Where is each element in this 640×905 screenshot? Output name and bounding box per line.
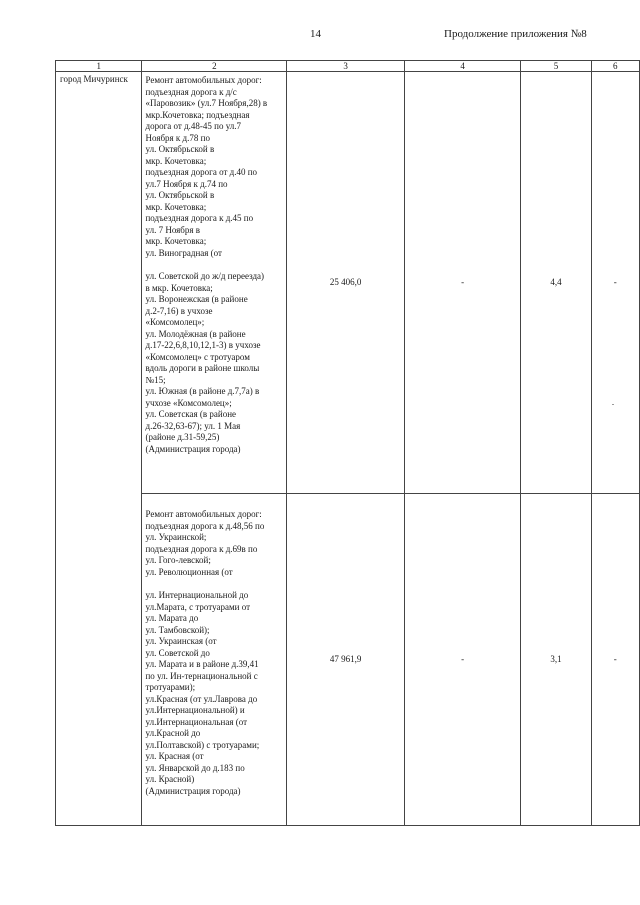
work-description xyxy=(142,72,287,494)
description-line: ул. Октябрьской в xyxy=(145,144,215,154)
description-line: в мкр. Кочетовка; xyxy=(145,282,213,293)
amount-cell: 47 961,9 xyxy=(287,494,405,826)
description-line: ул. 7 Ноября в xyxy=(145,224,201,235)
description-line: мкр.Кочетовка; подъездная xyxy=(145,109,250,120)
description-line: (Администрация города) xyxy=(145,443,241,454)
description-line: ул.Интернациональная (от xyxy=(145,716,248,727)
description-line: Ремонт автомобильных дорог: xyxy=(145,75,262,85)
description-line: учхозе «Комсомолец»; xyxy=(145,397,232,408)
col6-cell: - xyxy=(591,494,639,826)
description-line: вдоль дороги в районе школы xyxy=(145,363,260,373)
description-line: ул. Октябрьской в xyxy=(145,190,215,200)
description-line: ул.7 Ноября к д.74 по xyxy=(145,178,228,189)
description-line: ул. Южная (в районе д.7,7а) в xyxy=(145,386,260,396)
description-line: ул. Интернациональной до xyxy=(145,590,249,600)
description-line: д.26-32,63-67); ул. 1 Мая xyxy=(145,420,241,431)
blank-line xyxy=(145,497,283,509)
description-line: подъездная дорога от д.40 по xyxy=(145,167,258,177)
column-number: 2 xyxy=(142,61,287,72)
description-line: дорога от д.48-45 по ул.7 xyxy=(145,121,242,131)
description-line: ул. Молодёжная (в районе xyxy=(145,328,246,339)
column-number: 6 xyxy=(591,61,639,72)
description-line: ул. Украинская (от xyxy=(145,636,217,646)
description-line: «Комсомолец»; xyxy=(145,317,205,327)
description-line: ул.Марата, с тротуарами от xyxy=(145,601,251,612)
description-line: ул.Красной до xyxy=(145,728,201,738)
column-number: 1 xyxy=(56,61,142,72)
col5-cell: 3,1 xyxy=(521,494,591,826)
description-line: (Администрация города) xyxy=(145,785,241,796)
description-line: ул. Украинской; xyxy=(145,532,207,542)
description-line: д.2-7,16) в учхозе xyxy=(145,305,213,316)
description-line: ул. Воронежская (в районе xyxy=(145,294,248,304)
description-line: ул. Январской до д.183 по xyxy=(145,762,245,773)
table-row xyxy=(56,494,640,826)
city-cell: город Мичуринск xyxy=(56,72,142,826)
description-line: мкр. Кочетовка; xyxy=(145,155,207,166)
col4-cell: - xyxy=(404,494,520,826)
appendix-continuation-title: Продолжение приложения №8 xyxy=(444,28,587,40)
column-number: 3 xyxy=(287,61,405,72)
description-line: №15; xyxy=(145,374,166,385)
col5-cell: 4,4 xyxy=(521,72,591,494)
description-line: «Комсомолец» с тротуаром xyxy=(145,351,250,362)
work-description xyxy=(142,494,287,826)
description-line: Ноября к д.78 по xyxy=(145,132,210,143)
amount-cell: 25 406,0 xyxy=(287,72,405,494)
description-line: ул. Тамбовской); xyxy=(145,624,210,635)
description-line: подъездная дорога к д.69в по xyxy=(145,543,258,554)
description-line: ул. Виноградная (от xyxy=(145,247,222,258)
blank-line xyxy=(145,259,283,271)
description-line: ул. Красная (от xyxy=(145,751,204,761)
description-line: тротуарами); xyxy=(145,682,196,692)
col4-cell: - xyxy=(404,72,520,494)
description-line: ул. Марата до xyxy=(145,613,199,623)
description-line: ул. Гого-левской; xyxy=(145,555,211,565)
description-line: подъездная дорога к д.48,56 по xyxy=(145,520,265,531)
works-table xyxy=(55,60,640,826)
description-line: ул.Полтавской) с тротуарами; xyxy=(145,739,260,750)
description-line: ул.Красная (от ул.Лаврова до xyxy=(145,693,258,704)
description-line: подъездная дорога к д.45 по xyxy=(145,213,254,223)
description-line: мкр. Кочетовка; xyxy=(145,201,207,212)
description-lines xyxy=(145,75,283,455)
description-line: ул. Советской до xyxy=(145,647,210,658)
description-line: по ул. Ин-тернациональной с xyxy=(145,670,258,681)
description-line: мкр. Кочетовка; xyxy=(145,236,207,246)
column-number: 5 xyxy=(521,61,591,72)
description-line: ул.Интернациональной) и xyxy=(145,705,245,715)
description-line: ул. Советской до ж/д переезда) xyxy=(145,271,265,281)
description-line: (районе д.31-59,25) xyxy=(145,432,220,442)
description-line: ул. Красной) xyxy=(145,774,195,784)
description-lines xyxy=(145,497,283,797)
page-number: 14 xyxy=(310,28,321,40)
description-line: Ремонт автомобильных дорог: xyxy=(145,509,262,519)
table-row xyxy=(56,72,640,494)
description-line: ул. Революционная (от xyxy=(145,566,233,577)
description-line: ул. Советская (в районе xyxy=(145,409,237,419)
blank-line xyxy=(145,578,283,590)
description-line: ул. Марата и в районе д.39,41 xyxy=(145,659,259,669)
column-number: 4 xyxy=(404,61,520,72)
description-line: д.17-22,6,8,10,12,1-3) в учхозе xyxy=(145,340,261,350)
description-line: подъездная дорога к д/с xyxy=(145,86,237,97)
col6-cell: - xyxy=(591,72,639,494)
column-number-row xyxy=(56,61,640,72)
description-line: «Паровозик» (ул.7 Ноября,28) в xyxy=(145,98,268,108)
